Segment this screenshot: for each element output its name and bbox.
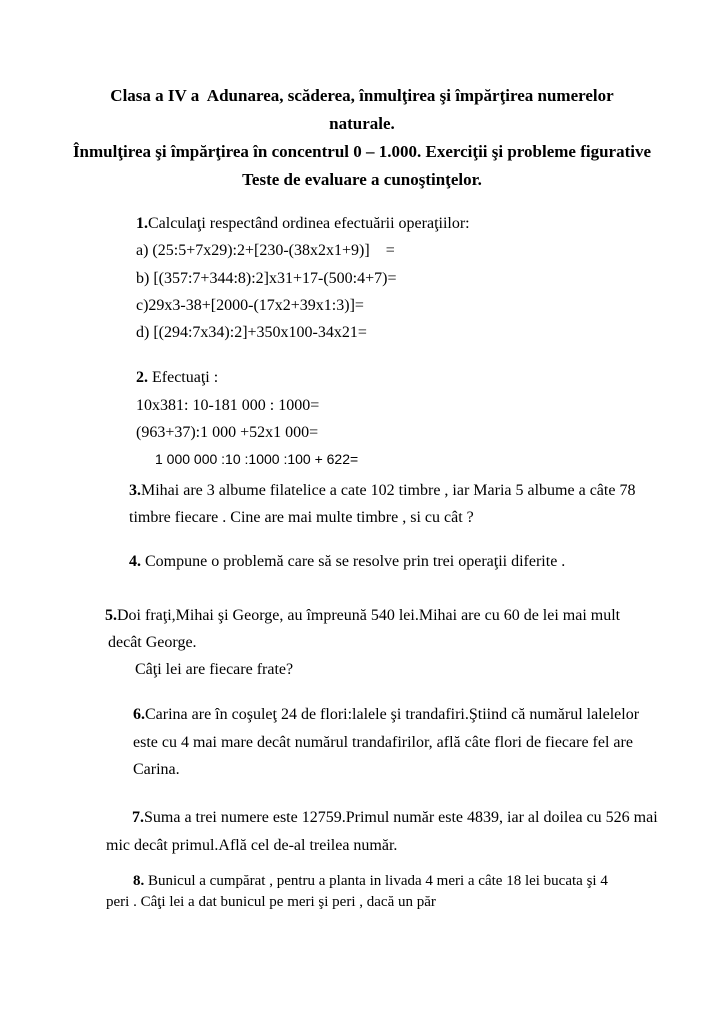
problem-8-text-line-1 bbox=[133, 871, 724, 892]
problem-3-text-line-2: timbre fiecare . Cine are mai multe timbre , si cu cât ? bbox=[129, 508, 474, 526]
problem-7 bbox=[0, 804, 724, 859]
problem-1-item-a: a) (25:5+7x29):2+[230-(38x2x1+9)] = bbox=[136, 242, 395, 260]
problem-4-text-line-1 bbox=[129, 548, 724, 575]
problem-2-number: 2. bbox=[136, 369, 148, 387]
problem-5-text-line-2: decât George. bbox=[108, 633, 197, 651]
problem-5-question: Câţi lei are fiecare frate? bbox=[135, 661, 294, 679]
title-line-2: naturale. bbox=[329, 114, 395, 133]
problem-4-number: 4. bbox=[129, 553, 141, 571]
problem-5 bbox=[0, 602, 724, 684]
problem-2-exercise-2: (963+37):1 000 +52x1 000= bbox=[136, 424, 319, 442]
problem-6-text-line-1 bbox=[133, 701, 724, 728]
problem-7-text: Suma a trei numere este 12759.Primul număr este 4839, iar al doilea cu 526 mai bbox=[144, 809, 658, 827]
problem-4 bbox=[0, 548, 724, 575]
problem-1-item-b: b) [(357:7+344:8):2]x31+17-(500:4+7)= bbox=[136, 269, 397, 287]
problem-2-exercise-1: 10x381: 10-181 000 : 1000= bbox=[136, 396, 320, 414]
problem-8-text: Bunicul a cumpărat , pentru a planta in livada 4 meri a câte 18 lei bucata şi 4 bbox=[144, 872, 608, 889]
problem-8-number: 8. bbox=[133, 872, 145, 889]
problem-7-number: 7. bbox=[132, 809, 144, 827]
problem-1 bbox=[0, 210, 724, 346]
title-line-1: Clasa a IV a Adunarea, scăderea, înmulţirea şi împărţirea numerelor bbox=[110, 86, 614, 105]
problem-5-text-line-1 bbox=[105, 602, 724, 629]
title-line-4: Teste de evaluare a cunoştinţelor. bbox=[242, 170, 482, 189]
problem-2 bbox=[0, 364, 724, 473]
problem-5-number: 5. bbox=[105, 606, 117, 624]
problem-6-text: Carina are în coşuleţ 24 de flori:lalele şi trandafiri.Ştiind că numărul lalelelor bbox=[145, 706, 640, 724]
problem-6-text-line-2: este cu 4 mai mare decât numărul trandafirilor, află câte flori de fiecare fel are bbox=[133, 733, 633, 751]
problem-2-heading-text: Efectuaţi : bbox=[148, 369, 219, 387]
problem-2-exercise-3: 1 000 000 :10 :1000 :100 + 622= bbox=[155, 451, 359, 468]
problem-1-item-d: d) [(294:7x34):2]+350x100-34x21= bbox=[136, 324, 367, 342]
problem-5-text: Doi fraţi,Mihai şi George, au împreună 540 lei.Mihai are cu 60 de lei mai mult bbox=[117, 606, 621, 624]
problem-8 bbox=[0, 871, 724, 913]
problem-1-heading bbox=[136, 210, 724, 237]
problem-6 bbox=[0, 701, 724, 783]
problem-2-heading bbox=[136, 364, 724, 391]
problem-3-text-line-1 bbox=[129, 477, 724, 504]
document-title bbox=[0, 0, 724, 194]
problem-1-heading-text: Calculaţi respectând ordinea efectuării operaţiilor: bbox=[148, 215, 470, 232]
problem-1-item-c: c)29x3-38+[2000-(17x2+39x1:3)]= bbox=[136, 296, 364, 314]
title-line-3: Înmulţirea şi împărţirea în concentrul 0 – 1.000. Exerciţii şi probleme figurative bbox=[72, 142, 652, 161]
problem-1-number: 1. bbox=[136, 215, 148, 232]
problem-8-text-line-2: peri . Câţi lei a dat bunicul pe meri şi peri , dacă un păr bbox=[106, 893, 436, 910]
problem-7-text-line-2: mic decât primul.Află cel de-al treilea număr. bbox=[106, 836, 398, 854]
problem-3-text: Mihai are 3 albume filatelice a cate 102 timbre , iar Maria 5 albume a câte 78 bbox=[141, 481, 636, 499]
problem-6-number: 6. bbox=[133, 706, 145, 724]
problem-3 bbox=[0, 477, 724, 532]
problem-4-text: Compune o problemă care să se resolve prin trei operaţii diferite . bbox=[141, 553, 566, 571]
problem-3-number: 3. bbox=[129, 481, 141, 499]
problem-6-text-line-3: Carina. bbox=[133, 761, 180, 779]
problem-7-text-line-1 bbox=[132, 804, 724, 831]
